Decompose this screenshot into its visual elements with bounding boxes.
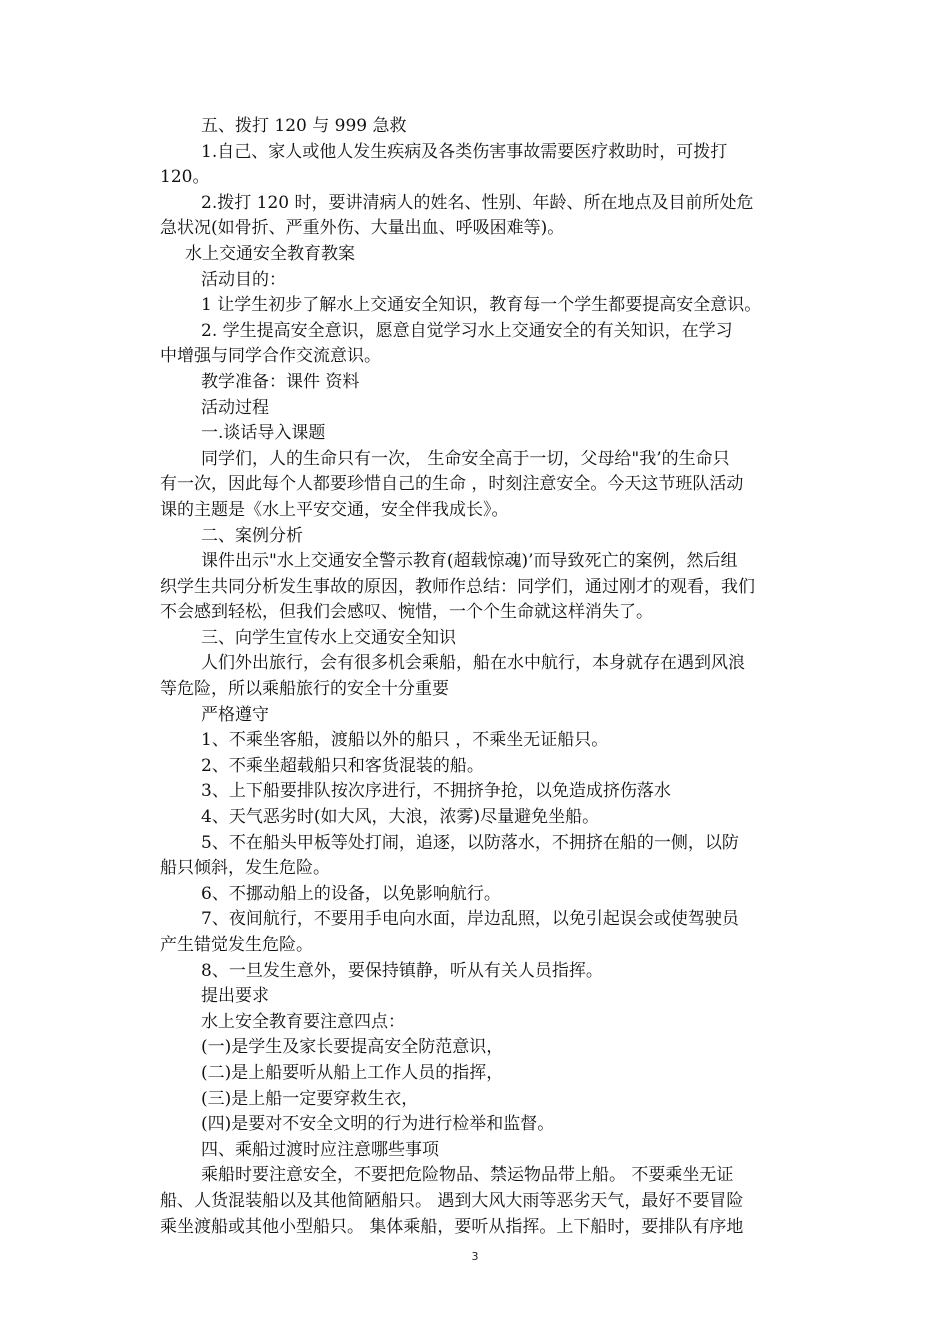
text-line: 活动目的：: [201, 269, 286, 290]
page-number: 3: [471, 1250, 479, 1263]
text-line: (一)是学生及家长要提高安全防范意识，: [201, 1037, 504, 1058]
text-line: 活动过程: [201, 397, 269, 418]
text-line: 2、不乘坐超载船只和客货混装的船。: [201, 755, 484, 776]
text-line: 一.谈话导入课题: [201, 423, 326, 444]
text-line: 1.自己、家人或他人发生疾病及各类伤害事故需要医疗救助时，可拨打: [201, 141, 728, 162]
text-line: 有一次，因此每个人都要珍惜自己的生命 ，时刻注意安全。今天这节班队活动: [160, 474, 744, 495]
text-line: 产生错觉发生危险。: [160, 935, 313, 955]
text-line: 4、天气恶劣时(如大风，大浪，浓雾)尽量避免坐船。: [201, 807, 600, 828]
text-line: 人们外出旅行，会有很多机会乘船，船在水中航行，本身就存在遇到风浪: [201, 653, 745, 674]
text-line: 中增强与同学合作交流意识。: [160, 346, 381, 367]
text-line: 水上安全教育要注意四点：: [201, 1011, 405, 1032]
text-line: 织学生共同分析发生事故的原因，教师作总结：同学们，通过刚才的观看，我们: [160, 576, 755, 597]
text-line: 严格遵守: [201, 704, 269, 725]
text-line: 水上交通安全教育教案: [185, 243, 355, 264]
text-line: (三)是上船一定要穿救生衣，: [201, 1088, 419, 1109]
text-line: 2.拨打 120 时，要讲清病人的姓名、性别、年龄、所在地点及目前所处危: [201, 192, 754, 213]
document-body: [160, 114, 810, 1240]
text-line: 急状况(如骨折、严重外伤、大量出血、呼吸困难等)。: [160, 218, 565, 239]
text-line: 6、不挪动船上的设备，以免影响航行。: [201, 883, 501, 904]
text-line: 教学准备：课件 资料: [201, 371, 360, 392]
text-line: (四)是要对不安全文明的行为进行检举和监督。: [201, 1114, 555, 1135]
text-line: 3、上下船要排队按次序进行，不拥挤争抢，以免造成挤伤落水: [201, 781, 671, 802]
text-line: 课的主题是《水上平安交通，安全伴我成长》。: [160, 499, 509, 520]
text-line: 5、不在船头甲板等处打闹，追逐，以防落水，不拥挤在船的一侧，以防: [201, 832, 739, 853]
text-line: 同学们，人的生命只有一次， 生命安全高于一切，父母给"我’的生命只: [201, 448, 730, 469]
text-line: 乘坐渡船或其他小型船只。 集体乘船，要听从指挥。上下船时，要排队有序地: [160, 1216, 744, 1237]
text-line: 120。: [160, 167, 210, 188]
text-line: (二)是上船要听从船上工作人员的指挥，: [201, 1062, 504, 1083]
text-line: 四、乘船过渡时应注意哪些事项: [201, 1139, 439, 1160]
text-line: 船、人货混装船以及其他简陋船只。 遇到大风大雨等恶劣天气，最好不要冒险: [160, 1190, 744, 1211]
text-line: 1、不乘坐客船，渡船以外的船只 ，不乘坐无证船只。: [201, 730, 609, 751]
text-line: 7、夜间航行，不要用手电向水面，岸边乱照，以免引起误会或使驾驶员: [201, 909, 739, 930]
text-line: 三、向学生宣传水上交通安全知识: [201, 627, 456, 648]
text-line: 乘船时要注意安全，不要把危险物品、禁运物品带上船。 不要乘坐无证: [201, 1165, 734, 1186]
text-line: 船只倾斜，发生危险。: [160, 858, 330, 879]
text-line: 提出要求: [201, 986, 269, 1007]
text-line: 2. 学生提高安全意识，愿意自觉学习水上交通安全的有关知识，在学习: [201, 320, 733, 341]
text-line: 1 让学生初步了解水上交通安全知识，教育每一个学生都要提高安全意识。: [201, 295, 762, 316]
text-line: 不会感到轻松，但我们会感叹、惋惜，一个个生命就这样消失了。: [160, 602, 653, 623]
text-line: 等危险，所以乘船旅行的安全十分重要: [160, 679, 449, 700]
text-line: 8、一旦发生意外，要保持镇静，听从有关人员指挥。: [201, 960, 603, 981]
text-line: 二、案例分析: [201, 525, 303, 546]
text-line: 课件出示"水上交通安全警示教育(超载惊魂)’而导致死亡的案例，然后组: [201, 551, 738, 572]
text-line: 五、拨打 120 与 999 急救: [201, 116, 407, 136]
